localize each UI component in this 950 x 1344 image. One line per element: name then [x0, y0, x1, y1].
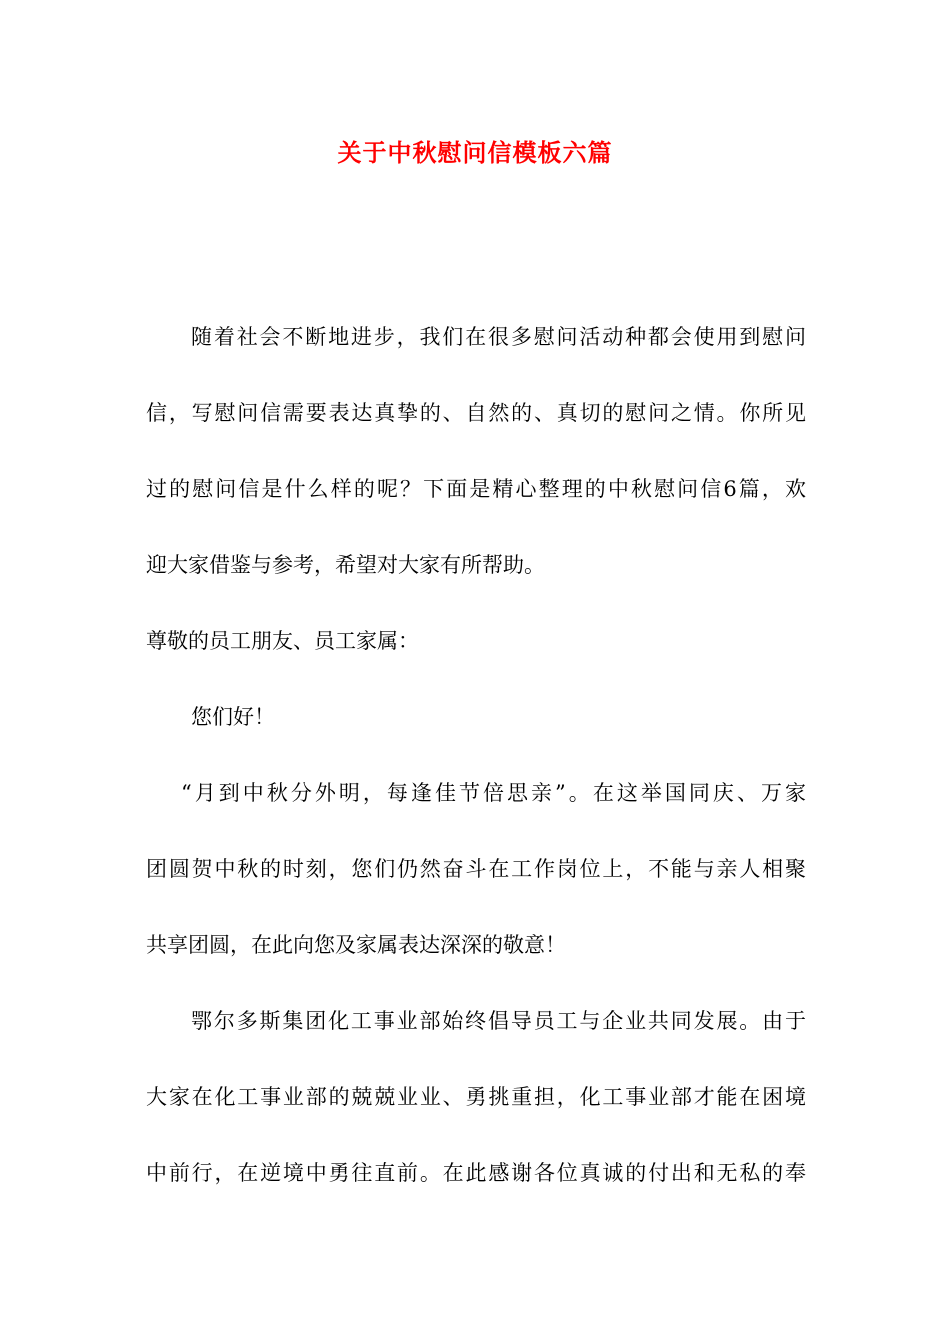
paragraph-line: 尊敬的员工朋友、员工家属：: [146, 629, 419, 653]
paragraph-thanks: [146, 1002, 806, 1192]
paragraph-greeting: [146, 698, 806, 736]
paragraph-line: 共享团圆，在此向您及家属表达深深的敬意！: [146, 933, 566, 957]
paragraph-intro: [146, 318, 806, 584]
paragraph-line: 鄂尔多斯集团化工事业部始终倡导员工与企业共同发展。由于: [191, 1009, 806, 1033]
paragraph-line: 大家在化工事业部的兢兢业业、勇挑重担，化工事业部才能在困境: [146, 1085, 806, 1109]
paragraph-salutation: [146, 622, 806, 660]
paragraph-line: 中前行，在逆境中勇往直前。在此感谢各位真诚的付出和无私的奉: [146, 1161, 806, 1185]
document-body: [146, 318, 806, 1192]
paragraph-line: 迎大家借鉴与参考，希望对大家有所帮助。: [146, 553, 545, 577]
paragraph-line: 团圆贺中秋的时刻，您们仍然奋斗在工作岗位上，不能与亲人相聚: [146, 857, 806, 881]
paragraph-line: 过的慰问信是什么样的呢？下面是精心整理的中秋慰问信6篇，欢: [146, 477, 806, 501]
document-title: 关于中秋慰问信模板六篇: [337, 138, 613, 167]
paragraph-festival: [146, 774, 806, 964]
paragraph-line: 信，写慰问信需要表达真挚的、自然的、真切的慰问之情。你所见: [146, 401, 806, 425]
paragraph-line: 您们好！: [191, 705, 275, 729]
paragraph-line: 随着社会不断地进步，我们在很多慰问活动种都会使用到慰问: [191, 325, 806, 349]
paragraph-line: “月到中秋分外明，每逢佳节倍思亲”。在这举国同庆、万家: [181, 781, 806, 805]
